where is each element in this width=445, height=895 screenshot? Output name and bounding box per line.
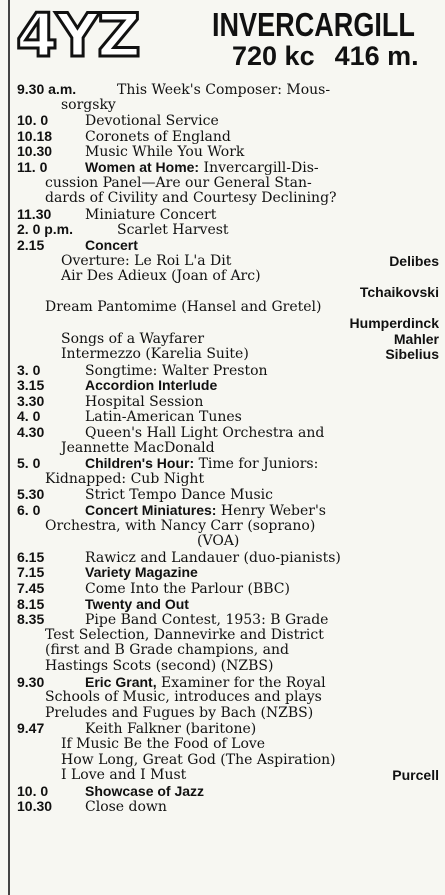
program-time: 8.35 bbox=[17, 611, 45, 628]
listing-line bbox=[17, 269, 441, 285]
program-time: 9.30 bbox=[17, 673, 45, 690]
listing-line bbox=[17, 768, 441, 784]
listing-line bbox=[17, 113, 441, 129]
listing-line bbox=[17, 409, 441, 425]
program-time: 7.15 bbox=[17, 564, 45, 581]
listing-line bbox=[17, 565, 441, 581]
program-title: Accordion Interlude bbox=[85, 377, 218, 394]
listing-line bbox=[17, 160, 441, 176]
program-text: Preludes and Fugues by Bach (NZBS) bbox=[45, 704, 314, 721]
listing-line bbox=[17, 550, 441, 566]
program-time: 6.15 bbox=[17, 548, 45, 565]
program-title: Concert Miniatures: bbox=[85, 502, 217, 519]
listing-line bbox=[17, 519, 441, 535]
program-text: cussion Panel—Are our General Stan- bbox=[45, 174, 312, 191]
program-title: Variety Magazine bbox=[85, 564, 198, 581]
listing-line bbox=[17, 690, 441, 706]
listing-line bbox=[17, 222, 441, 238]
listing-line bbox=[17, 737, 441, 753]
program-title: Children's Hour: bbox=[85, 455, 195, 472]
program-text: Come Into the Parlour (BBC) bbox=[85, 581, 290, 597]
program-text: Dream Pantomime (Hansel and Gretel) bbox=[45, 299, 322, 316]
program-text: Time for Juniors: bbox=[198, 456, 319, 473]
program-time: 3. 0 bbox=[17, 361, 41, 378]
listing-line bbox=[17, 82, 441, 98]
program-text: dards of Civility and Courtesy Declining? bbox=[45, 190, 337, 207]
program-text: Kidnapped: Cub Night bbox=[45, 470, 205, 487]
program-time: 9.47 bbox=[17, 720, 45, 737]
program-time: 2. 0 p.m. bbox=[17, 221, 74, 238]
listing-line bbox=[17, 316, 441, 332]
program-text: Miniature Concert bbox=[85, 206, 217, 223]
listing-line bbox=[17, 394, 441, 410]
listing-line bbox=[17, 332, 441, 348]
station-logo: 4YZ bbox=[16, 1, 139, 71]
program-text: Coronets of England bbox=[85, 128, 231, 145]
listing-line bbox=[17, 363, 441, 379]
listing-line bbox=[17, 207, 441, 223]
program-time: 10.30 bbox=[17, 798, 53, 815]
listing-line bbox=[17, 643, 441, 659]
composer-name: Mahler bbox=[393, 330, 439, 347]
program-text: Songs of a Wayfarer bbox=[61, 330, 205, 347]
program-text: Test Selection, Dannevirke and District bbox=[45, 626, 324, 643]
station-header bbox=[0, 0, 445, 78]
program-time: 10.30 bbox=[17, 143, 53, 160]
program-time: 11.30 bbox=[17, 205, 52, 222]
program-text: If Music Be the Food of Love bbox=[61, 735, 266, 752]
program-text: Close down bbox=[85, 799, 167, 816]
program-time: 2.15 bbox=[17, 236, 45, 253]
program-text: Orchestra, with Nancy Carr (soprano) bbox=[45, 517, 316, 534]
program-text: Pipe Band Contest, 1953: B Grade bbox=[85, 612, 329, 629]
composer-name: Sibelius bbox=[385, 346, 439, 363]
program-text: Music While You Work bbox=[85, 144, 245, 161]
program-text: Hospital Session bbox=[85, 393, 204, 410]
listing-line bbox=[17, 285, 441, 301]
listing-line bbox=[17, 503, 441, 519]
program-text: Overture: Le Roi L'a Dit bbox=[61, 252, 232, 269]
program-title: Women at Home: bbox=[85, 158, 200, 175]
program-time: 10. 0 bbox=[17, 782, 49, 799]
listing-line bbox=[17, 628, 441, 644]
program-text: (first and B Grade champions, and bbox=[45, 642, 289, 659]
program-time: 10. 0 bbox=[17, 112, 49, 129]
program-text: Songtime: Walter Preston bbox=[85, 362, 268, 379]
program-title: Concert bbox=[85, 236, 138, 253]
program-time: 5.30 bbox=[17, 486, 45, 503]
listing-line bbox=[17, 347, 441, 363]
program-text: Invercargill-Dis- bbox=[203, 159, 319, 176]
program-text: This Week's Composer: Mous- bbox=[117, 82, 331, 98]
listing-line bbox=[17, 581, 441, 597]
program-text: Jeannette MacDonald bbox=[61, 439, 215, 456]
program-text: Strict Tempo Dance Music bbox=[85, 487, 273, 504]
listing-line bbox=[17, 176, 441, 192]
program-text: Queen's Hall Light Orchestra and bbox=[85, 425, 325, 442]
program-time: 10.18 bbox=[17, 127, 53, 144]
listing-line bbox=[17, 784, 441, 800]
program-time: 11. 0 bbox=[17, 158, 48, 175]
program-time: 7.45 bbox=[17, 580, 45, 596]
composer-name: Tchaikovski bbox=[359, 283, 439, 300]
listing-line bbox=[17, 472, 441, 488]
program-text: Henry Weber's bbox=[220, 503, 326, 520]
frequency-kc: 720 kc bbox=[232, 41, 315, 71]
listing-line bbox=[17, 129, 441, 145]
listing-line bbox=[17, 487, 441, 503]
program-time: 4.30 bbox=[17, 424, 45, 441]
program-text: How Long, Great God (The Aspiration) bbox=[61, 751, 336, 768]
listing-line bbox=[17, 612, 441, 628]
listing-line bbox=[17, 456, 441, 472]
listing-line bbox=[17, 191, 441, 207]
program-text: (VOA) bbox=[197, 533, 240, 550]
listing-line bbox=[17, 721, 441, 737]
program-text: Examiner for the Royal bbox=[161, 674, 326, 691]
station-name: INVERCARGILL bbox=[212, 6, 415, 43]
listing-line bbox=[17, 254, 441, 270]
program-text: Schools of Music, introduces and plays bbox=[45, 689, 322, 706]
program-text: Scarlet Harvest bbox=[117, 222, 229, 239]
composer-name: Delibes bbox=[389, 252, 439, 269]
program-time: 4. 0 bbox=[17, 408, 41, 425]
program-time: 5. 0 bbox=[17, 455, 41, 472]
program-time: 3.15 bbox=[17, 377, 45, 394]
program-text: Air Des Adieux (Joan of Arc) bbox=[61, 268, 261, 285]
program-listing bbox=[17, 82, 441, 815]
program-time: 8.15 bbox=[17, 595, 45, 612]
listing-line bbox=[17, 378, 441, 394]
listing-line bbox=[17, 441, 441, 457]
wavelength-m: 416 m. bbox=[334, 41, 419, 71]
listing-line bbox=[17, 799, 441, 815]
left-column-rule bbox=[8, 0, 10, 895]
listing-line bbox=[17, 534, 441, 550]
program-text: Devotional Service bbox=[85, 113, 219, 130]
program-text: Keith Falkner (baritone) bbox=[85, 721, 257, 738]
program-time: 9.30 a.m. bbox=[17, 81, 77, 97]
listing-line bbox=[17, 659, 441, 675]
composer-name: Purcell bbox=[392, 767, 439, 784]
program-title: Twenty and Out bbox=[85, 595, 189, 612]
program-text: Rawicz and Landauer (duo-pianists) bbox=[85, 549, 341, 566]
program-text: sorgsky bbox=[61, 96, 116, 113]
listing-line bbox=[17, 597, 441, 613]
listing-line bbox=[17, 675, 441, 691]
program-text: Hastings Scots (second) (NZBS) bbox=[45, 657, 274, 674]
program-text: Latin-American Tunes bbox=[85, 409, 242, 426]
station-frequency bbox=[232, 42, 419, 70]
listing-line bbox=[17, 300, 441, 316]
listing-line bbox=[17, 144, 441, 160]
listing-line bbox=[17, 98, 441, 114]
listing-line bbox=[17, 238, 441, 254]
program-time: 3.30 bbox=[17, 392, 45, 409]
program-time: 6. 0 bbox=[17, 502, 41, 519]
program-text: I Love and I Must bbox=[61, 767, 187, 784]
listing-line bbox=[17, 706, 441, 722]
listing-line bbox=[17, 753, 441, 769]
composer-name: Humperdinck bbox=[349, 314, 439, 331]
program-title: Showcase of Jazz bbox=[85, 782, 205, 799]
listing-line bbox=[17, 425, 441, 441]
program-title: Eric Grant, bbox=[85, 673, 157, 690]
program-text: Intermezzo (Karelia Suite) bbox=[61, 346, 249, 363]
